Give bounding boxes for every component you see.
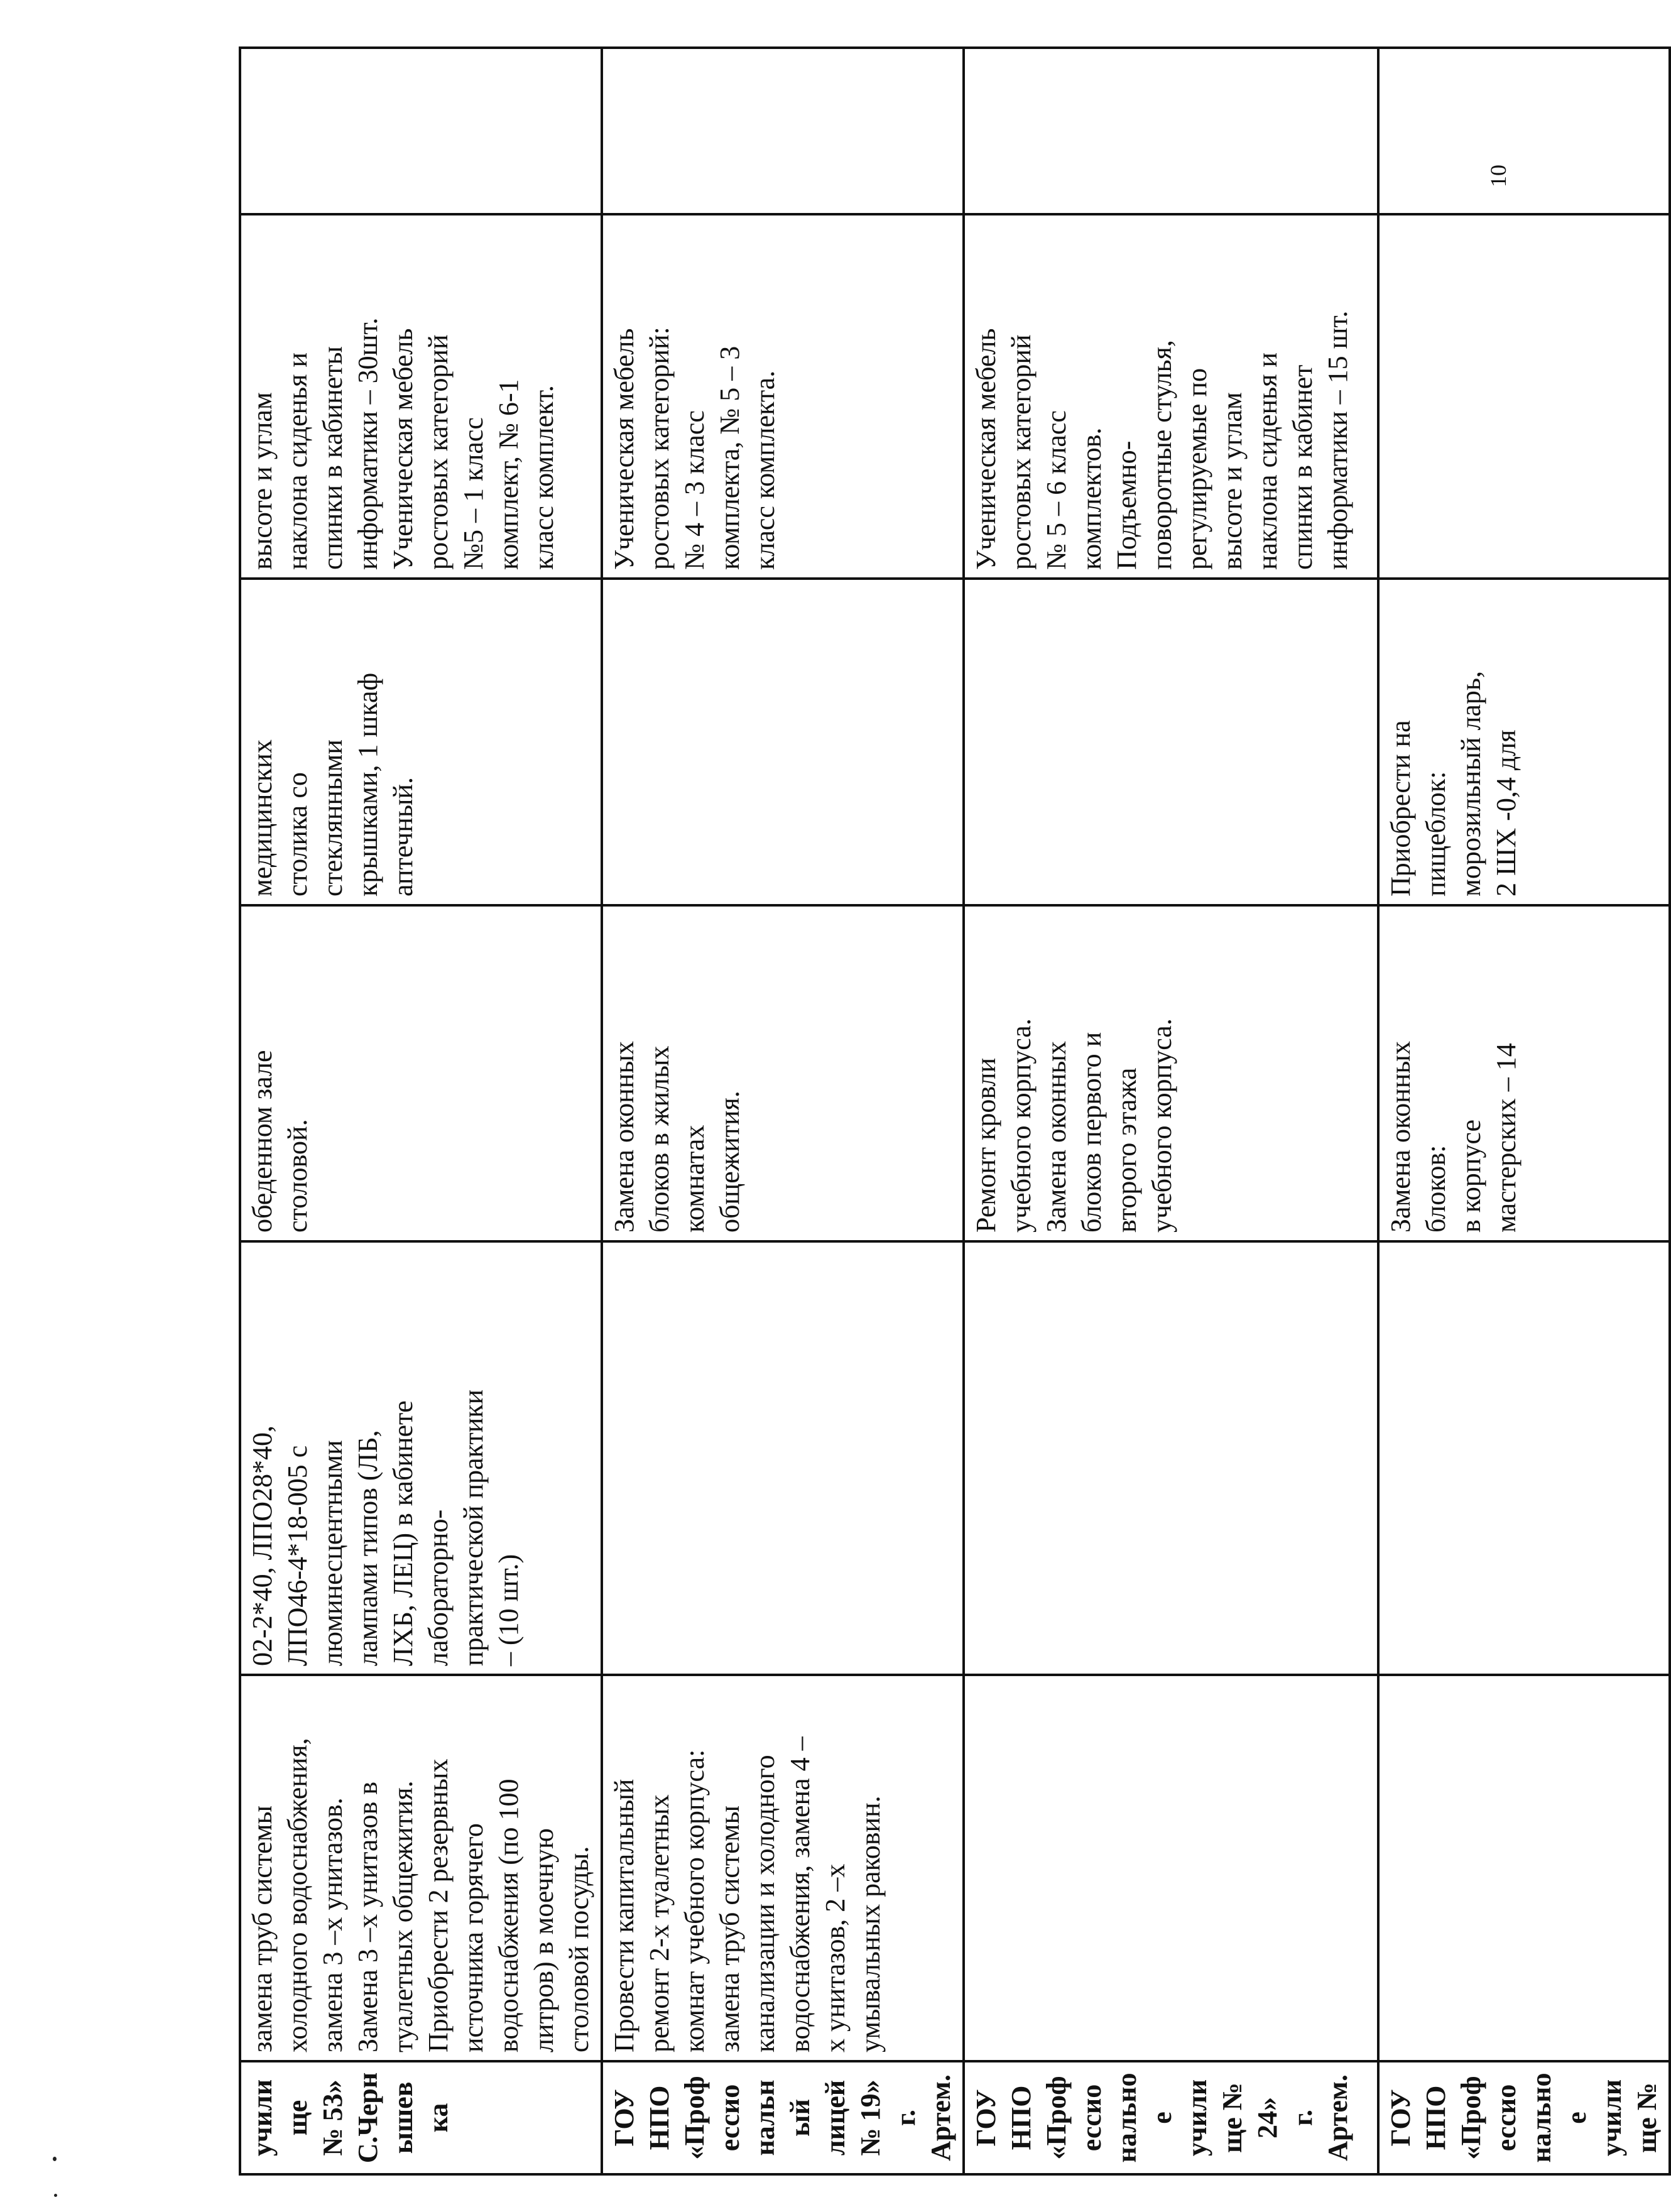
- medical-cell: [1378, 579, 1670, 905]
- cell-line: Провести капитальный: [609, 1779, 640, 2052]
- cell-line: № 4 – 3 класс: [679, 410, 710, 570]
- cell-line: высоте и углам: [247, 392, 278, 570]
- cell-line: учебного корпуса.: [1006, 1018, 1037, 1233]
- cell-line: столика со: [282, 772, 313, 896]
- furniture-cell: [602, 214, 964, 579]
- medical-cell: [240, 579, 602, 905]
- cell-line: класс комплект.: [528, 385, 559, 570]
- cell-line: комплектов.: [1076, 427, 1107, 570]
- furniture-cell: [1378, 214, 1670, 579]
- cell-line: г. Артем.: [890, 2074, 956, 2161]
- windows-cell: [1378, 905, 1670, 1241]
- cell-line: аптечный.: [388, 777, 418, 896]
- cell-line: блоков:: [1420, 1145, 1451, 1233]
- cell-line: водоснабжения (по 100: [493, 1779, 524, 2052]
- cell-line: учебного корпуса.: [1146, 1018, 1177, 1233]
- cell-line: 02-2*40, ЛПО28*40,: [247, 1425, 278, 1666]
- cell-line: 24»: [1252, 2097, 1283, 2138]
- cell-line: училище: [247, 2079, 313, 2157]
- cell-line: комплект, № 6-1: [493, 379, 524, 570]
- cell-line: – (10 шт.): [493, 1554, 524, 1666]
- cell-line: училище №: [1182, 2079, 1248, 2157]
- cell-line: Ремонт кровли: [971, 1057, 1001, 1233]
- cell-line: Ученическая мебель: [388, 328, 418, 570]
- table-row: [240, 48, 602, 2174]
- lighting-cell: [964, 1241, 1378, 1675]
- cell-line: № 53»: [317, 2079, 348, 2156]
- windows-cell: [602, 905, 964, 1241]
- notes-cell: [602, 48, 964, 214]
- cell-line: ка: [423, 2103, 454, 2133]
- cell-line: ГОУ НПО: [609, 2085, 675, 2150]
- institution-cell: [602, 2061, 964, 2174]
- cell-line: «Профессио: [1456, 2076, 1521, 2160]
- cell-line: С.Чернышев: [352, 2072, 418, 2164]
- cell-line: столовой.: [282, 1119, 313, 1233]
- cell-line: 2 ШХ -0,4 для: [1491, 729, 1521, 896]
- cell-line: практической практики: [458, 1389, 489, 1666]
- renovation-table: [239, 46, 1671, 2176]
- lighting-cell: [1378, 1241, 1670, 1675]
- cell-line: Замена 3 –х унитазов в: [352, 1781, 383, 2052]
- cell-line: ГОУ НПО: [1385, 2085, 1451, 2150]
- institution-cell: [964, 2061, 1378, 2174]
- medical-cell: [964, 579, 1378, 905]
- cell-line: Подъемно-: [1111, 440, 1142, 570]
- cell-line: нальное: [1111, 2073, 1177, 2163]
- table-row: [964, 48, 1378, 2174]
- cell-line: нальный: [749, 2079, 815, 2156]
- cell-line: обеденном зале: [247, 1050, 278, 1233]
- cell-line: стеклянными: [317, 739, 348, 896]
- cell-line: Замена оконных: [609, 1041, 640, 1233]
- cell-line: высоте и углам: [1217, 392, 1248, 570]
- cell-line: крышками, 1 шкаф: [352, 672, 383, 896]
- cell-line: нальное: [1526, 2073, 1592, 2163]
- cell-line: ГОУ НПО: [971, 2085, 1037, 2150]
- furniture-cell: [240, 214, 602, 579]
- cell-line: комнатах: [679, 1125, 710, 1233]
- cell-line: блоков первого и: [1076, 1032, 1107, 1233]
- cell-line: лицей № 19»: [820, 2079, 886, 2156]
- cell-line: мастерских – 14: [1491, 1043, 1521, 1233]
- cell-line: столовой посуды.: [563, 1846, 594, 2052]
- repairs-cell: [240, 1675, 602, 2061]
- cell-line: пищеблок:: [1420, 771, 1451, 896]
- windows-cell: [964, 905, 1378, 1241]
- cell-line: Ученическая мебель: [609, 328, 640, 570]
- cell-line: люминесцентными: [317, 1440, 348, 1666]
- windows-cell: [240, 905, 602, 1241]
- cell-line: замена труб системы: [714, 1805, 745, 2052]
- cell-line: медицинских: [247, 739, 278, 896]
- cell-line: «Профессио: [679, 2076, 745, 2160]
- cell-line: «Профессио: [1041, 2076, 1107, 2160]
- scan-artifact-dot: [54, 2194, 57, 2197]
- scan-artifact-dot: [53, 2157, 57, 2161]
- cell-line: умывальных раковин.: [855, 1795, 886, 2052]
- cell-line: замена 3 –х унитазов.: [317, 1797, 348, 2052]
- cell-line: г. Артем.: [1287, 2074, 1353, 2161]
- cell-line: Приобрести 2 резервных: [423, 1758, 454, 2052]
- cell-line: спинки в кабинеты: [317, 346, 348, 570]
- cell-line: училище №: [1596, 2079, 1662, 2157]
- cell-line: информатики – 15 шт.: [1322, 310, 1353, 570]
- cell-line: регулируемые по: [1182, 368, 1212, 570]
- cell-line: Ученическая мебель: [971, 328, 1001, 570]
- cell-line: ремонт 2-х туалетных: [644, 1794, 675, 2052]
- notes-cell: [964, 48, 1378, 214]
- lighting-cell: [602, 1241, 964, 1675]
- cell-line: лабораторно-: [423, 1509, 454, 1666]
- cell-line: морозильный ларь,: [1456, 670, 1486, 896]
- cell-line: литров) в моечную: [528, 1828, 559, 2052]
- repairs-cell: [602, 1675, 964, 2061]
- rotated-table-wrapper: [239, 49, 1662, 2176]
- cell-line: Замена оконных: [1041, 1041, 1072, 1233]
- cell-line: в корпусе: [1456, 1119, 1486, 1233]
- institution-cell: [240, 2061, 602, 2174]
- cell-line: Приобрести на: [1385, 720, 1416, 896]
- cell-line: ЛПО46-4*18-005 с: [282, 1445, 313, 1666]
- medical-cell: [602, 579, 964, 905]
- notes-cell: [240, 48, 602, 214]
- lighting-cell: [240, 1241, 602, 1675]
- cell-line: спинки в кабинет: [1287, 364, 1318, 570]
- table-row: [1378, 48, 1670, 2174]
- cell-line: наклона сиденья и: [1252, 352, 1283, 570]
- cell-line: блоков в жилых: [644, 1045, 675, 1233]
- furniture-cell: [964, 214, 1378, 579]
- cell-line: общежития.: [714, 1091, 745, 1233]
- cell-line: №5 – 1 класс: [458, 417, 489, 570]
- cell-line: водоснабжения, замена 4 –: [785, 1736, 815, 2052]
- notes-cell: [1378, 48, 1670, 214]
- cell-line: замена труб системы: [247, 1805, 278, 2052]
- cell-line: комнат учебного корпуса:: [679, 1749, 710, 2052]
- cell-line: № 5 – 6 класс: [1041, 410, 1072, 570]
- cell-line: поворотные стулья,: [1146, 340, 1177, 570]
- cell-line: холодного водоснабжения,: [282, 1738, 313, 2052]
- cell-line: х унитазов, 2 –х: [820, 1863, 851, 2052]
- cell-line: ЛХБ, ЛЕЦ) в кабинете: [388, 1400, 418, 1666]
- cell-line: лампами типов (ЛБ,: [352, 1430, 383, 1666]
- cell-line: комплекта, № 5 – 3: [714, 346, 745, 570]
- repairs-cell: [964, 1675, 1378, 2061]
- repairs-cell: [1378, 1675, 1670, 2061]
- cell-line: туалетных общежития.: [388, 1780, 418, 2052]
- cell-line: ростовых категорий:: [644, 327, 675, 570]
- cell-line: источника горячего: [458, 1823, 489, 2052]
- cell-line: ростовых категорий: [423, 334, 454, 570]
- institution-cell: [1378, 2061, 1670, 2174]
- page-number: 10: [1486, 165, 1511, 187]
- cell-line: канализации и холодного: [749, 1755, 780, 2052]
- cell-line: второго этажа: [1111, 1067, 1142, 1233]
- cell-line: ростовых категорий: [1006, 334, 1037, 570]
- cell-line: информатики – 30шт.: [352, 317, 383, 570]
- table-row: [602, 48, 964, 2174]
- cell-line: Замена оконных: [1385, 1041, 1416, 1233]
- cell-line: класс комплекта.: [749, 370, 780, 570]
- cell-line: наклона сиденья и: [282, 352, 313, 570]
